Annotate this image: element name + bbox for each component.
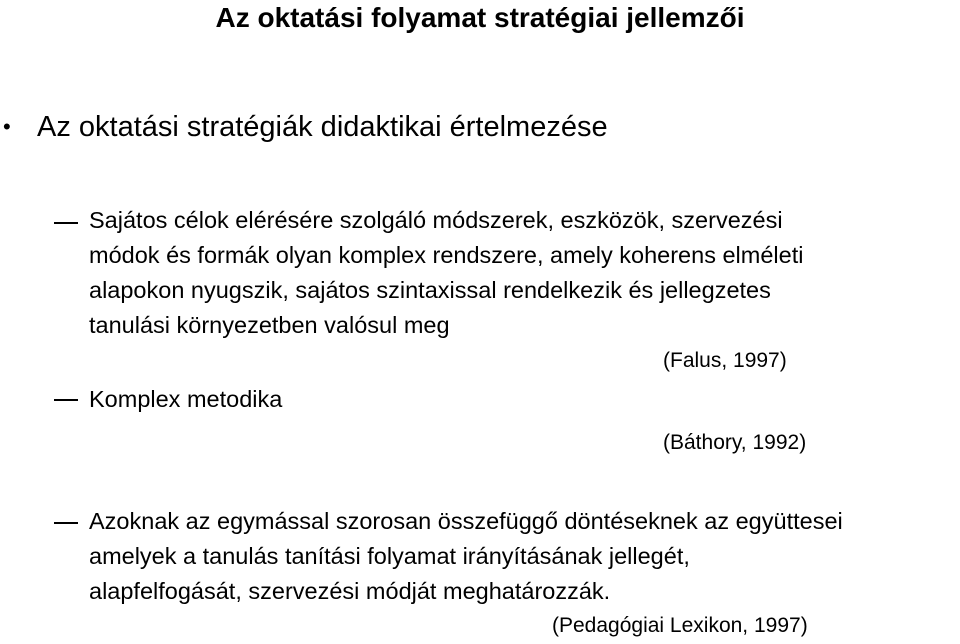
- definition-text: [89, 203, 803, 343]
- dash-bullet-icon: [54, 399, 78, 401]
- slide-title: Az oktatási folyamat stratégiai jellemzői: [215, 2, 745, 33]
- text-line: módok és formák olyan komplex rendszere, amely koherens elméleti: [89, 242, 804, 268]
- dash-bullet-icon: [54, 522, 78, 524]
- definition-text: [89, 504, 843, 609]
- text-line: tanulási környezetben valósul meg: [89, 312, 450, 338]
- citation: (Pedagógiai Lexikon, 1997): [552, 614, 808, 637]
- citation: (Báthory, 1992): [663, 431, 807, 454]
- dash-bullet-icon: [54, 222, 78, 224]
- text-line: amelyek a tanulás tanítási folyamat irányításának jellegét,: [89, 543, 690, 569]
- citation: (Falus, 1997): [663, 349, 787, 372]
- text-line: alapfelfogását, szervezési módját meghatározzák.: [89, 578, 611, 604]
- text-line: alapokon nyugszik, sajátos szintaxissal rendelkezik és jellegzetes: [89, 277, 771, 303]
- text-line: Komplex metodika: [89, 386, 283, 412]
- text-line: Sajátos célok elérésére szolgáló módszerek, eszközök, szervezési: [89, 207, 783, 233]
- bullet-dot-icon: •: [3, 114, 11, 139]
- definition-text: [89, 382, 282, 417]
- text-line: Azoknak az egymással szorosan összefüggő döntéseknek az együttesei: [89, 508, 843, 534]
- bullet-heading: Az oktatási stratégiák didaktikai értelmezése: [37, 111, 608, 143]
